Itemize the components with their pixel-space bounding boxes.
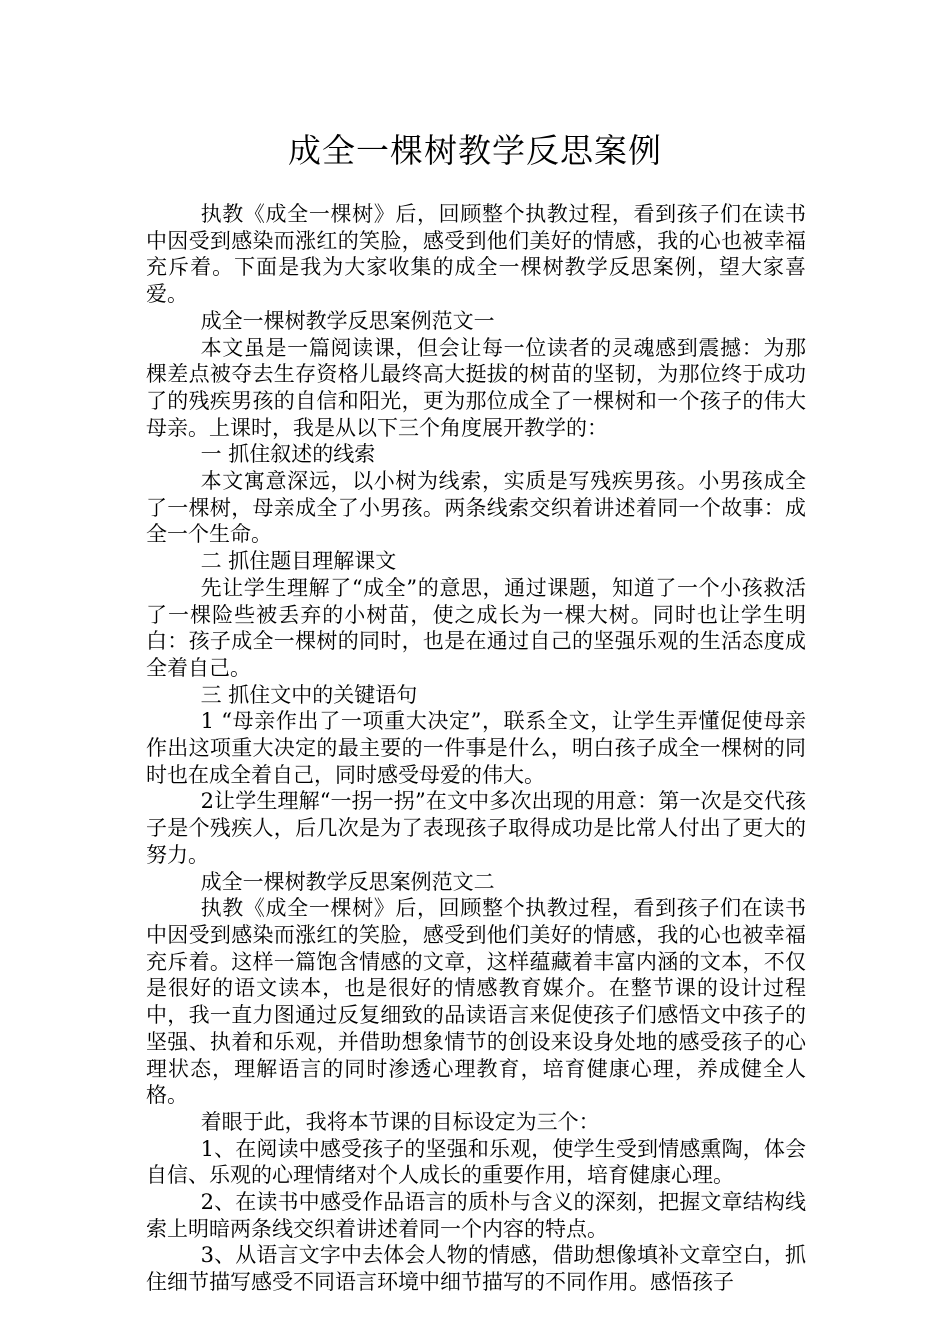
- subsection-heading: 三 抓住文中的关键语句: [200, 682, 418, 707]
- list-item: 3、从语言文字中去体会人物的情感，借助想像填补文章空白，抓住细节描写感受不同语言环境中细节描写的不同作用。感悟孩子: [146, 1243, 806, 1295]
- paragraph: 先让学生理解了“成全”的意思，通过课题，知道了一个小孩救活了一棵险些被丢弃的小树苗，使之成长为一棵大树。同时也让学生明白：孩子成全一棵树的同时，也是在通过自己的坚强乐观的生活态度成全着自己。: [146, 575, 806, 680]
- paragraph: 本文寓意深远，以小树为线索，实质是写残疾男孩。小男孩成全了一棵树，母亲成全了小男孩。两条线索交织着讲述着同一个故事：成全一个生命。: [146, 469, 806, 547]
- paragraph: 着眼于此，我将本节课的目标设定为三个：: [200, 1109, 600, 1134]
- paragraph: 执教《成全一棵树》后，回顾整个执教过程，看到孩子们在读书中因受到感染而涨红的笑脸，感受到他们美好的情感，我的心也被幸福充斥着。下面是我为大家收集的成全一棵树教学反思案例，望大家喜爱。: [146, 202, 806, 307]
- subsection-heading: 一 抓住叙述的线索: [200, 442, 376, 467]
- list-item: 2、在读书中感受作品语言的质朴与含义的深刻，把握文章结构线索上明暗两条线交织着讲述着同一个内容的特点。: [146, 1190, 806, 1241]
- subsection-heading: 二 抓住题目理解课文: [200, 549, 397, 574]
- list-item: 1 “母亲作出了一项重大决定”，联系全文，让学生弄懂促使母亲作出这项重大决定的最主要的一件事是什么，明白孩子成全一棵树的同时也在成全着自己，同时感受母爱的伟大。: [146, 709, 806, 787]
- paragraph: 本文虽是一篇阅读课，但会让每一位读者的灵魂感到震撼：为那棵差点被夺去生存资格儿最终高大挺拔的树苗的坚韧，为那位终于成功了的残疾男孩的自信和阳光，更为那位成全了一棵树和一个孩子的伟大母亲。上课时，我是从以下三个角度展开教学的：: [146, 335, 806, 440]
- list-item: 2让学生理解“一拐一拐”在文中多次出现的用意：第一次是交代孩子是个残疾人，后几次是为了表现孩子取得成功是比常人付出了更大的努力。: [146, 789, 806, 867]
- paragraph: 执教《成全一棵树》后，回顾整个执教过程，看到孩子们在读书中因受到感染而涨红的笑脸，感受到他们美好的情感，我的心也被幸福充斥着。这样一篇饱含情感的文章，这样蕴藏着丰富内涵的文本，不仅是很好的语文读本，也是很好的情感教育媒介。在整节课的设计过程中，我一直力图通过反复细致的品读语言来促使孩子们感悟文中孩子的坚强、执着和乐观，并借助想象情节的创设来设身处地的感受孩子的心理状态，理解语言的同时渗透心理教育，培育健康心理，养成健全人格。: [146, 896, 806, 1108]
- section-heading: 成全一棵树教学反思案例范文二: [200, 869, 495, 894]
- section-heading: 成全一棵树教学反思案例范文一: [200, 308, 495, 333]
- document-body: [146, 201, 806, 1296]
- document-title: 成全一棵树教学反思案例: [288, 131, 662, 170]
- list-item: 1、在阅读中感受孩子的坚强和乐观，使学生受到情感熏陶，体会自信、乐观的心理情绪对个人成长的重要作用，培育健康心理。: [146, 1136, 806, 1188]
